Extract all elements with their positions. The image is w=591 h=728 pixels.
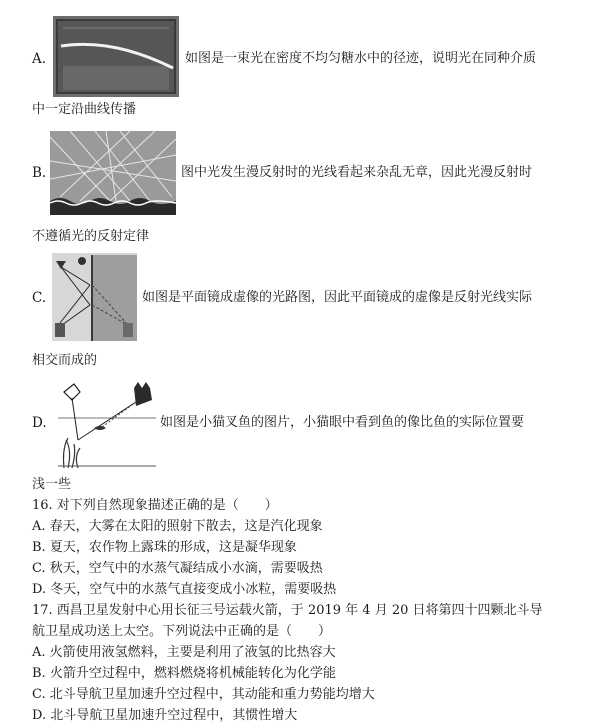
- option-b-letter: B.: [32, 165, 47, 181]
- option-b-text-1: 图中光发生漫反射时的光线看起来杂乱无章，因此光漫反射时: [181, 165, 533, 180]
- option-a-letter: A.: [32, 51, 47, 67]
- question-16-option-c: C. 秋天，空气中的水蒸气凝结成小水滴，需要吸热: [32, 561, 323, 576]
- diffuse-reflection-rays-figure: [50, 131, 176, 215]
- option-a-text-2: 中一定沿曲线传播: [32, 102, 137, 117]
- question-17-option-c: C. 北斗导航卫星加速升空过程中，其动能和重力势能均增大: [32, 687, 375, 702]
- plane-mirror-virtual-image-figure: [52, 253, 137, 341]
- option-a-text-1: 如图是一束光在密度不均匀糖水中的径迹，说明光在同种介质: [185, 51, 537, 66]
- option-c-letter: C.: [32, 290, 47, 306]
- question-16-stem: 16. 对下列自然现象描述正确的是（ ）: [32, 498, 278, 513]
- question-17-stem-line-2: 航卫星成功送上太空。下列说法中正确的是（ ）: [32, 624, 332, 639]
- question-17-option-b: B. 火箭升空过程中，燃料燃烧将机械能转化为化学能: [32, 666, 336, 681]
- option-c-text-2: 相交而成的: [32, 353, 98, 368]
- question-17-stem-line-1: 17. 西昌卫星发射中心用长征三号运载火箭，于 2019 年 4 月 20 日将第四十四颗北斗导: [32, 603, 543, 618]
- option-c-text-1: 如图是平面镜成虚像的光路图，因此平面镜成的虚像是反射光线实际: [142, 290, 533, 305]
- light-curve-in-sugar-water-figure: [53, 16, 179, 97]
- question-17-option-a: A. 火箭使用液氢燃料，主要是利用了液氢的比热容大: [32, 645, 336, 660]
- option-d-letter: D.: [32, 415, 47, 431]
- option-b-text-2: 不遵循光的反射定律: [32, 229, 150, 244]
- cat-spearing-fish-figure: [58, 378, 156, 468]
- question-16-option-a: A. 春天，大雾在太阳的照射下散去，这是汽化现象: [32, 519, 323, 534]
- question-17-option-d: D. 北斗导航卫星加速升空过程中，其惯性增大: [32, 708, 298, 723]
- option-d-text-1: 如图是小猫叉鱼的图片，小猫眼中看到鱼的像比鱼的实际位置要: [160, 415, 525, 430]
- question-16-option-d: D. 冬天，空气中的水蒸气直接变成小冰粒，需要吸热: [32, 582, 337, 597]
- option-d-text-2: 浅一些: [32, 477, 72, 492]
- question-16-option-b: B. 夏天，农作物上露珠的形成，这是凝华现象: [32, 540, 297, 555]
